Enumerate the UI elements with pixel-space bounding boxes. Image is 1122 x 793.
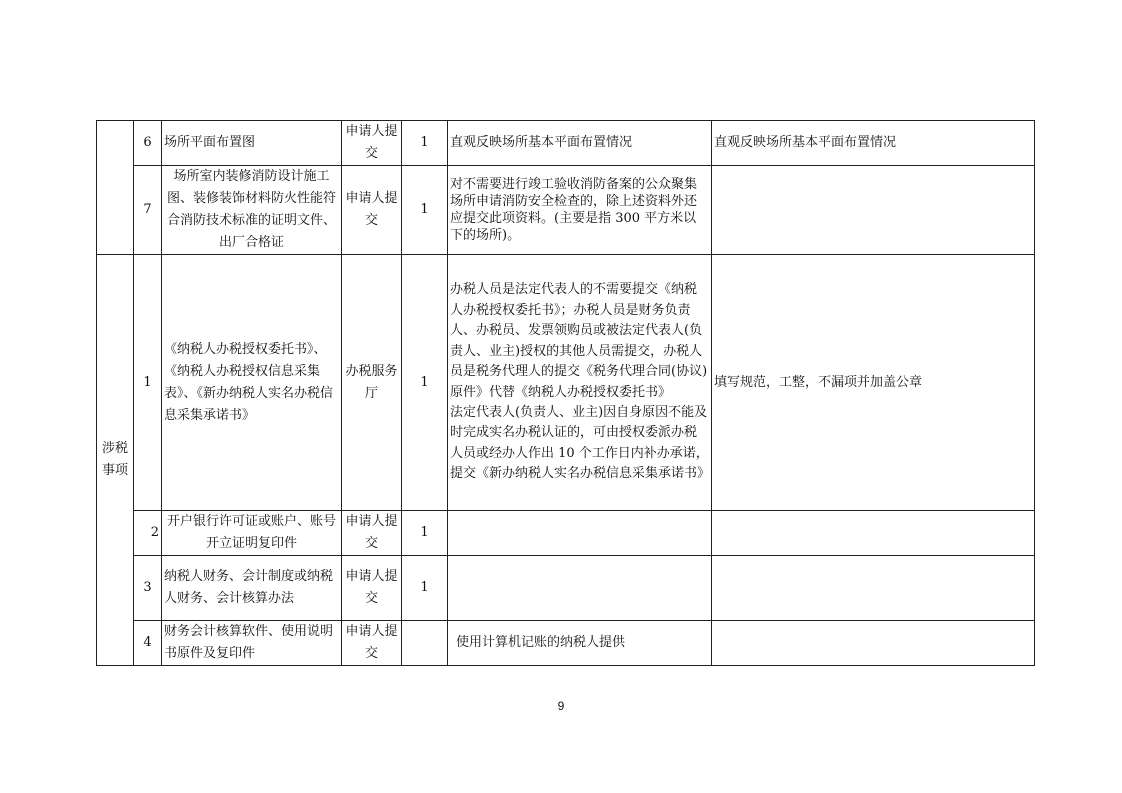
copies: 1 [402, 556, 448, 621]
material-source: 申请人提交 [342, 556, 402, 621]
table-row [97, 255, 1035, 511]
material-source: 办税服务厅 [342, 255, 402, 511]
table-row [97, 556, 1035, 621]
material-source: 申请人提交 [342, 621, 402, 666]
table-row [97, 511, 1035, 556]
material-name: 《纳税人办税授权委托书》、《纳税人办税授权信息采集表》、《新办纳税人实名办税信息采集承诺书》 [162, 255, 342, 511]
table-row [97, 621, 1035, 666]
material-name: 财务会计核算软件、使用说明书原件及复印件 [162, 621, 342, 666]
copies [402, 621, 448, 666]
table-row [97, 166, 1035, 255]
row-number: 2 [134, 511, 162, 556]
requirement [448, 556, 712, 621]
standard [712, 556, 1035, 621]
row-number: 3 [134, 556, 162, 621]
row-number: 6 [134, 121, 162, 166]
copies: 1 [402, 511, 448, 556]
row-number: 7 [134, 166, 162, 255]
copies: 1 [402, 166, 448, 255]
section-cell: 涉税事项 [97, 255, 134, 666]
requirement [448, 255, 712, 511]
material-name: 开户银行许可证或账户、账号开立证明复印件 [162, 511, 342, 556]
page-number: 9 [557, 699, 565, 713]
standard [712, 511, 1035, 556]
materials-table [96, 120, 1035, 666]
copies: 1 [402, 255, 448, 511]
material-source: 申请人提交 [342, 511, 402, 556]
requirement-paragraph: 办税人员是法定代表人的不需要提交《纳税人办税授权委托书》；办税人员是财务负责人、办税员、发票领购员或被法定代表人(负责人、业主)授权的其他人员需提交，办税人员是税务代理人的提交《税务代理合同(协议)原件》代替《纳税人办税授权委托书》 [450, 282, 708, 400]
material-name: 纳税人财务、会计制度或纳税人财务、会计核算办法 [162, 556, 342, 621]
standard: 填写规范，工整，不漏项并加盖公章 [712, 255, 1035, 511]
standard [712, 621, 1035, 666]
material-source: 申请人提交 [342, 121, 402, 166]
copies: 1 [402, 121, 448, 166]
requirement-paragraph: 法定代表人(负责人、业主)因自身原因不能及时完成实名办税认证的，可由授权委派办税人员或经办人作出 10 个工作日内补办承诺，提交《新办纳税人实名办税信息采集承诺书》 [450, 404, 711, 482]
material-name: 场所平面布置图 [162, 121, 342, 166]
row-number: 1 [134, 255, 162, 511]
requirement [448, 511, 712, 556]
requirement: 直观反映场所基本平面布置情况 [448, 121, 712, 166]
table-row [97, 121, 1035, 166]
material-name: 场所室内装修消防设计施工图、装修装饰材料防火性能符合消防技术标准的证明文件、出厂合格证 [162, 166, 342, 255]
standard: 直观反映场所基本平面布置情况 [712, 121, 1035, 166]
requirement: 对不需要进行竣工验收消防备案的公众聚集场所申请消防安全检查的，除上述资料外还应提交此项资料。(主要是指 300 平方米以下的场所)。 [448, 166, 712, 255]
section-cell [97, 121, 134, 255]
row-number: 4 [134, 621, 162, 666]
material-source: 申请人提交 [342, 166, 402, 255]
standard [712, 166, 1035, 255]
requirement: 使用计算机记账的纳税人提供 [448, 621, 712, 666]
